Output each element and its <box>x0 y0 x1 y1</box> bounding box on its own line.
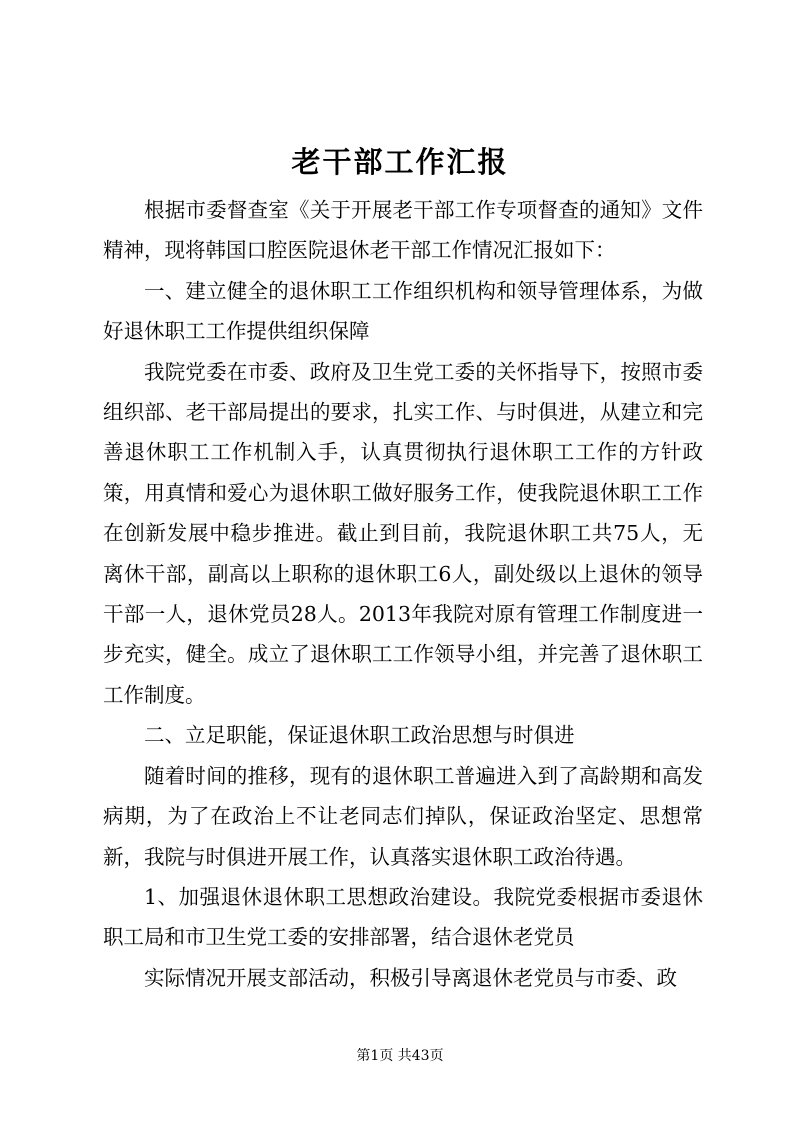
paragraph: 随着时间的推移，现有的退休职工普遍进入到了高龄期和高发病期，为了在政治上不让老同志们掉队，保证政治坚定、思想常新，我院与时俱进开展工作，认真落实退休职工政治待遇。 <box>103 763 703 869</box>
page-title: 老干部工作汇报 <box>291 145 509 179</box>
paragraph: 1、加强退休退休职工思想政治建设。我院党委根据市委退休职工局和市卫生党工委的安排部署，结合退休老党员 <box>103 884 703 950</box>
section-heading: 二、立足职能，保证退休职工政治思想与时俱进 <box>144 723 575 748</box>
document-body <box>103 190 703 998</box>
paragraph: 我院党委在市委、政府及卫生党工委的关怀指导下，按照市委组织部、老干部局提出的要求，扎实工作、与时俱进，从建立和完善退休职工工作机制入手，认真贯彻执行退休职工工作的方针政策，用真情和爱心为退休职工做好服务工作，使我院退休职工工作在创新发展中稳步推进。截止到目前，我院退休职工共75人，无离休干部，副高以上职称的退休职工6人，副处级以上退休的领导干部一人，退休党员28人。2013年我院对原有管理工作制度进一步充实，健全。成立了退休职工工作领导小组，并完善了退休职工工作制度。 <box>103 359 703 707</box>
page-footer <box>0 1046 800 1066</box>
page-number: 第1页 共43页 <box>356 1048 444 1064</box>
section-heading: 一、建立健全的退休职工工作组织机构和领导管理体系，为做好退休职工工作提供组织保障 <box>103 278 703 344</box>
paragraph: 实际情况开展支部活动，积极引导离退休老党员与市委、政 <box>144 965 677 990</box>
paragraph: 根据市委督查室《关于开展老干部工作专项督查的通知》文件精神，现将韩国口腔医院退休老干部工作情况汇报如下： <box>103 198 703 263</box>
